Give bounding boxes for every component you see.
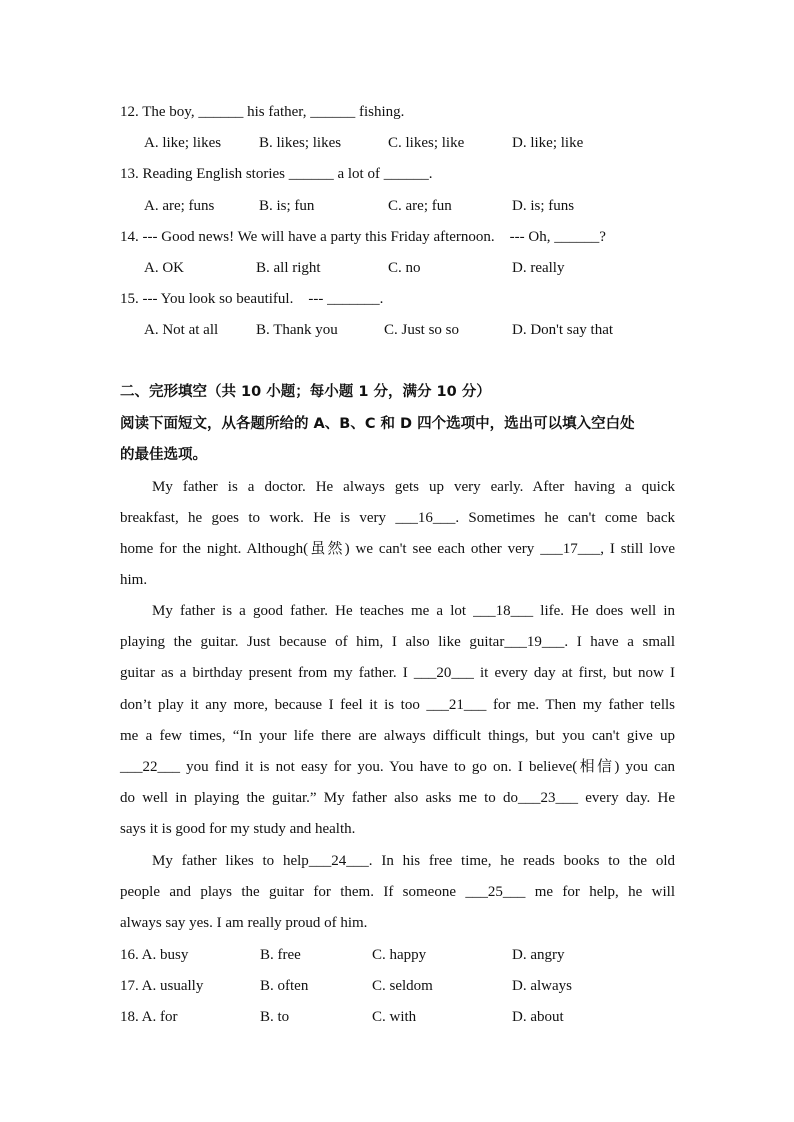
question-16-option-d: D. angry — [512, 947, 565, 963]
question-12-option-d: D. like; like — [512, 135, 584, 151]
question-17-option-b: B. often — [260, 978, 309, 994]
question-16-option-b: B. free — [260, 947, 301, 963]
passage-p2-line-7: do well in playing the guitar.” My father also asks me to do___23___ every day. He — [120, 790, 675, 806]
question-17-option-a: 17. A. usually — [120, 978, 204, 994]
passage-p2-line-4: don’t play it any more, because I feel it is too ___21___ for me. Then my father tells — [120, 697, 675, 713]
question-18-option-a: 18. A. for — [120, 1009, 178, 1025]
question-14-option-c: C. no — [388, 260, 421, 276]
question-18-option-b: B. to — [260, 1009, 290, 1025]
passage-p2-line-5: me a few times, “In your life there are always difficult things, but you can't give up — [120, 728, 675, 744]
passage-p2-line-6: ___22___ you find it is not easy for you. You have to go on. I believe(相信) you can — [120, 759, 675, 775]
question-18-option-c: C. with — [372, 1009, 417, 1025]
question-18-option-d: D. about — [512, 1009, 564, 1025]
passage-p3-line-3: always say yes. I am really proud of him. — [120, 915, 368, 931]
question-15-option-d: D. Don't say that — [512, 322, 614, 338]
section-2-instruction-line-1: 阅读下面短文，从各题所给的 A、B、C 和 D 四个选项中，选出可以填入空白处 — [120, 416, 635, 432]
question-12-option-c: C. likes; like — [388, 135, 465, 151]
question-13-option-c: C. are; fun — [388, 198, 452, 214]
passage-p2-line-8: says it is good for my study and health. — [120, 821, 356, 837]
question-13-option-b: B. is; fun — [259, 198, 315, 214]
passage-p1-line-1: My father is a doctor. He always gets up very early. After having a quick — [152, 479, 675, 495]
question-15-option-c: C. Just so so — [384, 322, 460, 338]
question-12-option-b: B. likes; likes — [259, 135, 342, 151]
question-17-option-d: D. always — [512, 978, 572, 994]
question-15-option-b: B. Thank you — [256, 322, 338, 338]
question-13-stem: 13. Reading English stories ______ a lot of ______. — [120, 166, 433, 182]
section-2-instruction-line-2: 的最佳选项。 — [120, 447, 207, 463]
passage-p3-line-2: people and plays the guitar for them. If someone ___25___ me for help, he will — [120, 884, 675, 900]
question-15-stem: 15. --- You look so beautiful. --- _______. — [120, 291, 384, 307]
question-12-stem: 12. The boy, ______ his father, ______ fishing. — [120, 104, 405, 120]
question-12-option-a: A. like; likes — [144, 135, 222, 151]
question-15-option-a: A. Not at all — [144, 322, 219, 338]
question-17-option-c: C. seldom — [372, 978, 433, 994]
question-13-option-a: A. are; funs — [144, 198, 215, 214]
section-2-title: 二、完形填空（共 10 小题；每小题 1 分，满分 10 分） — [120, 384, 491, 400]
question-16-option-a: 16. A. busy — [120, 947, 189, 963]
passage-p2-line-1: My father is a good father. He teaches me a lot ___18___ life. He does well in — [152, 603, 675, 619]
passage-p1-line-4: him. — [120, 572, 148, 588]
question-14-option-a: A. OK — [144, 260, 184, 276]
passage-p1-line-2: breakfast, he goes to work. He is very ___16___. Sometimes he can't come back — [120, 510, 675, 526]
question-14-option-b: B. all right — [256, 260, 321, 276]
question-13-option-d: D. is; funs — [512, 198, 575, 214]
question-16-option-c: C. happy — [372, 947, 427, 963]
passage-p3-line-1: My father likes to help___24___. In his free time, he reads books to the old — [152, 853, 675, 869]
passage-p2-line-3: guitar as a birthday present from my father. I ___20___ it every day at first, but now I — [120, 665, 675, 681]
question-14-stem: 14. --- Good news! We will have a party this Friday afternoon. --- Oh, ______? — [120, 229, 606, 245]
question-14-option-d: D. really — [512, 260, 565, 276]
passage-p2-line-2: playing the guitar. Just because of him, I also like guitar___19___. I have a small — [120, 634, 675, 650]
passage-p1-line-3: home for the night. Although(虽然) we can't see each other very ___17___, I still love — [120, 541, 675, 557]
